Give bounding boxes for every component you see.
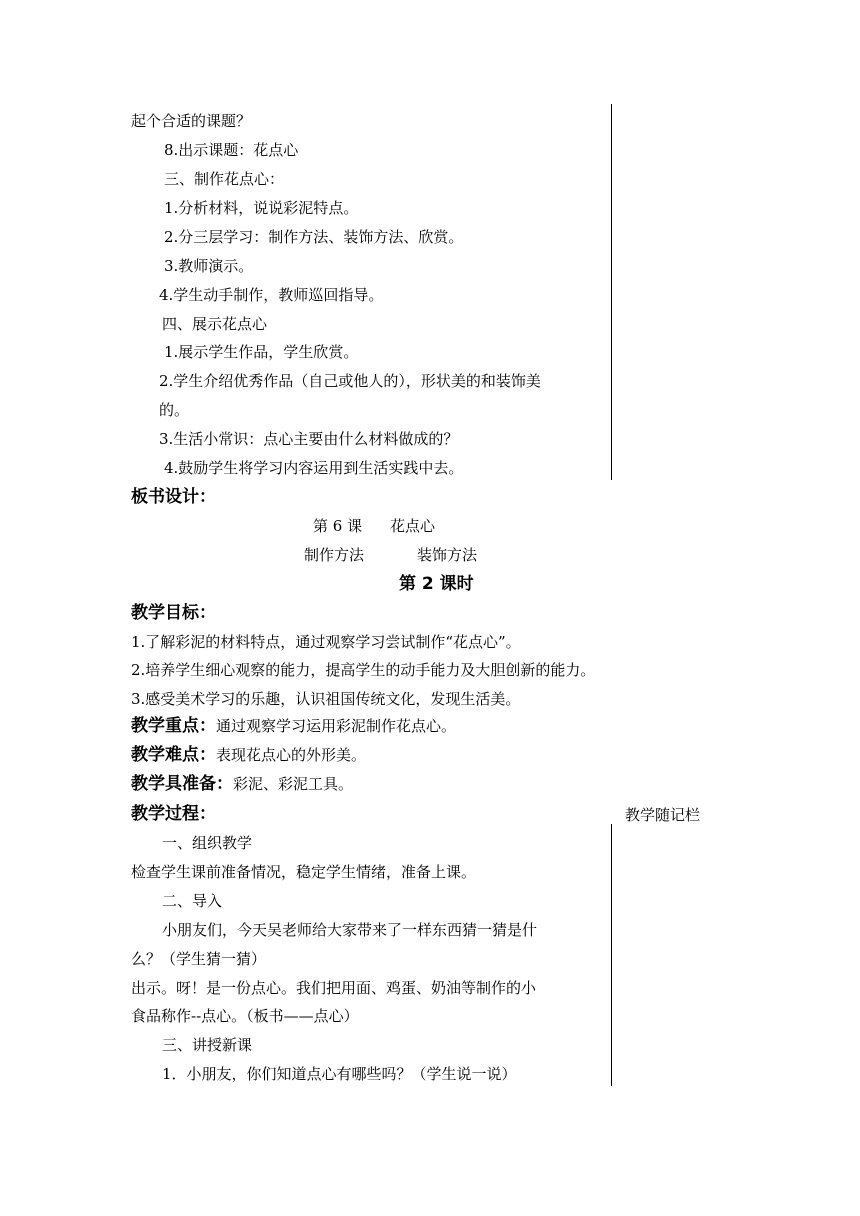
text-line: 3.生活小常识：点心主要由什么材料做成的？: [159, 430, 459, 448]
text-line: 么？（学生猜一猜）: [131, 950, 267, 968]
text-line: 2.分三层学习：制作方法、装饰方法、欣赏。: [164, 228, 464, 246]
difficulty-text: 表现花点心的外形美。: [216, 746, 367, 764]
key-point-text: 通过观察学习运用彩泥制作花点心。: [216, 717, 457, 735]
text-line: 检查学生课前准备情况，稳定学生情绪，准备上课。: [131, 863, 477, 881]
board-design-heading: 板书设计：: [131, 487, 216, 507]
section-heading: 三、讲授新课: [162, 1036, 253, 1054]
teaching-aids-text: 彩泥、彩泥工具。: [233, 775, 354, 793]
text-line: 4.学生动手制作，教师巡回指导。: [159, 286, 384, 304]
difficulty-label: 教学难点：: [131, 745, 216, 765]
goal-item: 1.了解彩泥的材料特点，通过观察学习尝试制作“花点心”。: [131, 633, 521, 651]
section-heading: 三、制作花点心：: [164, 170, 285, 188]
teaching-aids: [131, 774, 353, 794]
teaching-aids-label: 教学具准备：: [131, 774, 233, 794]
goal-item: 2.培养学生细心观察的能力，提高学生的动手能力及大胆创新的能力。: [131, 661, 596, 679]
column-divider-upper: [611, 104, 612, 480]
text-line: 2.学生介绍优秀作品（自己或他人的），形状美的和装饰美: [159, 372, 541, 390]
text-line: 8.出示课题：花点心: [164, 141, 299, 159]
key-point-label: 教学重点：: [131, 716, 216, 736]
board-lesson-title: 花点心: [390, 517, 436, 535]
text-line: 起个合适的课题？: [131, 112, 252, 130]
text-line: 的。: [159, 401, 190, 419]
board-method-decoration: 装饰方法: [417, 546, 478, 564]
board-lesson-number: 第 6 课: [313, 517, 363, 535]
text-line: 1．小朋友，你们知道点心有哪些吗？（学生说一说）: [162, 1065, 517, 1083]
difficulty-point: [131, 745, 366, 765]
section-heading: 一、组织教学: [162, 834, 253, 852]
section-heading: 四、展示花点心: [162, 315, 268, 333]
lesson2-title: 第 2 课时: [399, 574, 474, 594]
text-line: 3.教师演示。: [164, 257, 254, 275]
goal-item: 3.感受美术学习的乐趣，认识祖国传统文化，发现生活美。: [131, 690, 521, 708]
text-line: 小朋友们，今天吴老师给大家带来了一样东西猜一猜是什: [162, 921, 538, 939]
text-line: 1.展示学生作品，学生欣赏。: [164, 343, 359, 361]
board-method-making: 制作方法: [304, 546, 365, 564]
key-point: [131, 716, 456, 736]
notes-column-label: 教学随记栏: [625, 806, 701, 824]
text-line: 食品称作--点心。（板书——点心）: [131, 1007, 359, 1025]
column-divider-lower: [611, 824, 612, 1086]
text-line: 出示。呀！是一份点心。我们把用面、鸡蛋、奶油等制作的小: [131, 979, 537, 997]
text-line: 4.鼓励学生将学习内容运用到生活实践中去。: [164, 459, 464, 477]
section-heading: 二、导入: [162, 892, 223, 910]
goals-heading: 教学目标：: [131, 603, 216, 623]
process-heading: 教学过程：: [131, 804, 216, 824]
text-line: 1.分析材料，说说彩泥特点。: [164, 199, 359, 217]
